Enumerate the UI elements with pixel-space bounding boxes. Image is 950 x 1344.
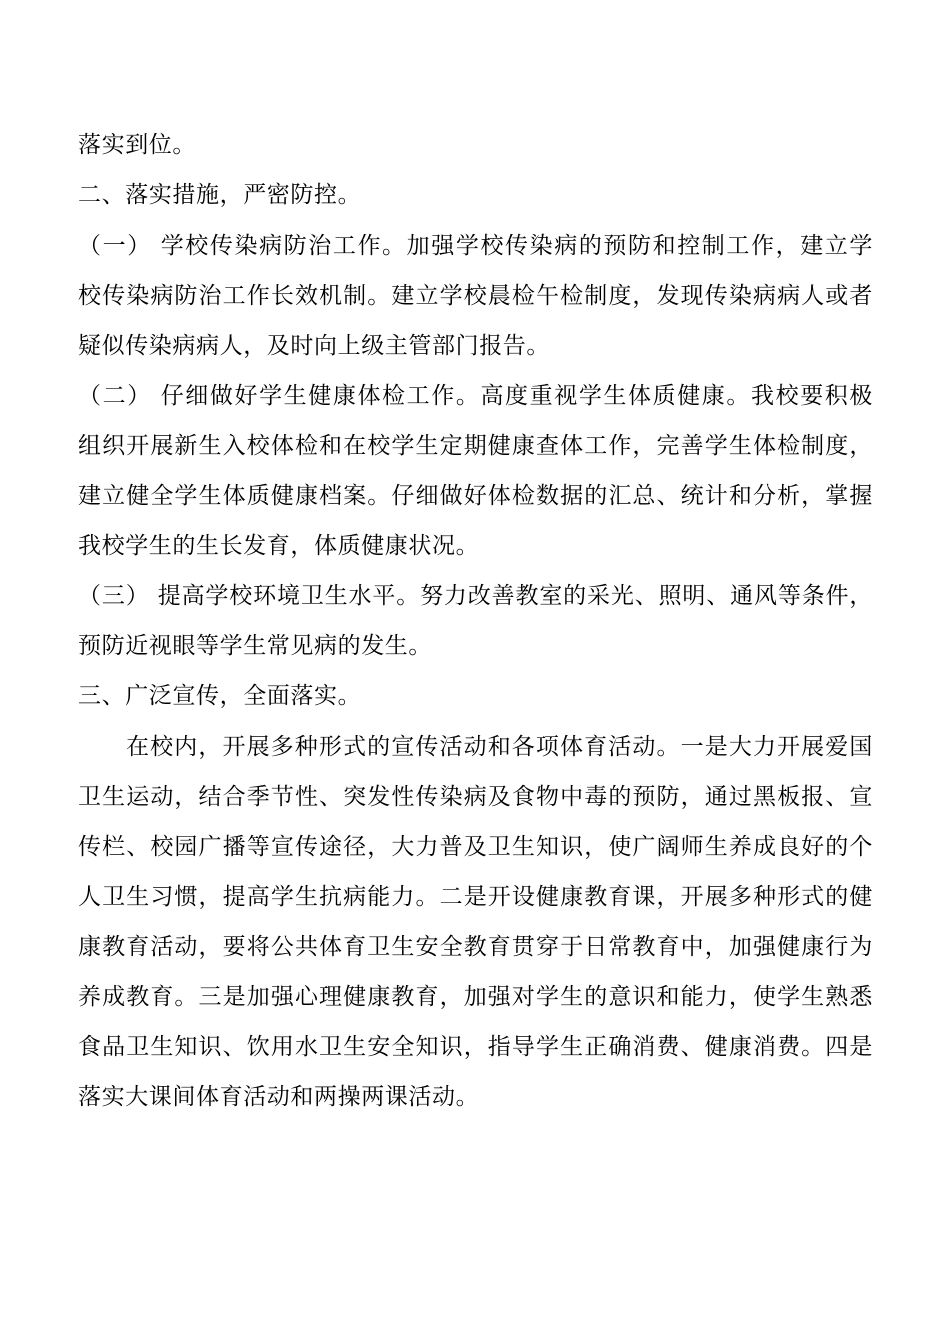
paragraph-line: （三） 提高学校环境卫生水平。努力改善教室的采光、照明、通风等条件， bbox=[78, 583, 873, 609]
paragraph-line: 校传染病防治工作长效机制。建立学校晨检午检制度，发现传染病病人或者 bbox=[78, 283, 873, 309]
paragraph-line: 建立健全学生体质健康档案。仔细做好体检数据的汇总、统计和分析，掌握 bbox=[78, 483, 873, 509]
paragraph-line: 康教育活动，要将公共体育卫生安全教育贯穿于日常教育中，加强健康行为 bbox=[78, 934, 873, 960]
paragraph-line: 组织开展新生入校体检和在校学生定期健康查体工作，完善学生体检制度， bbox=[78, 433, 873, 459]
paragraph-line: 卫生运动，结合季节性、突发性传染病及食物中毒的预防，通过黑板报、宣 bbox=[78, 784, 873, 810]
paragraph-line: 在校内，开展多种形式的宣传活动和各项体育活动。一是大力开展爱国 bbox=[126, 734, 873, 760]
paragraph-line: 疑似传染病病人，及时向上级主管部门报告。 bbox=[78, 333, 550, 359]
section-heading: 二、落实措施，严密防控。 bbox=[78, 182, 362, 208]
paragraph-line: 落实大课间体育活动和两操两课活动。 bbox=[78, 1084, 480, 1110]
paragraph-line: 我校学生的生长发育，体质健康状况。 bbox=[78, 533, 480, 559]
paragraph-line: （二） 仔细做好学生健康体检工作。高度重视学生体质健康。我校要积极 bbox=[78, 383, 873, 409]
paragraph-line: （一） 学校传染病防治工作。加强学校传染病的预防和控制工作，建立学 bbox=[78, 233, 873, 259]
section-heading: 三、广泛宣传，全面落实。 bbox=[78, 683, 362, 709]
paragraph-line: 落实到位。 bbox=[78, 132, 196, 158]
paragraph-line: 人卫生习惯，提高学生抗病能力。二是开设健康教育课，开展多种形式的健 bbox=[78, 884, 873, 910]
paragraph-line: 预防近视眼等学生常见病的发生。 bbox=[78, 633, 432, 659]
paragraph-line: 传栏、校园广播等宣传途径，大力普及卫生知识，使广阔师生养成良好的个 bbox=[78, 834, 873, 860]
paragraph-line: 食品卫生知识、饮用水卫生安全知识，指导学生正确消费、健康消费。四是 bbox=[78, 1034, 873, 1060]
paragraph-line: 养成教育。三是加强心理健康教育，加强对学生的意识和能力，使学生熟悉 bbox=[78, 984, 873, 1010]
